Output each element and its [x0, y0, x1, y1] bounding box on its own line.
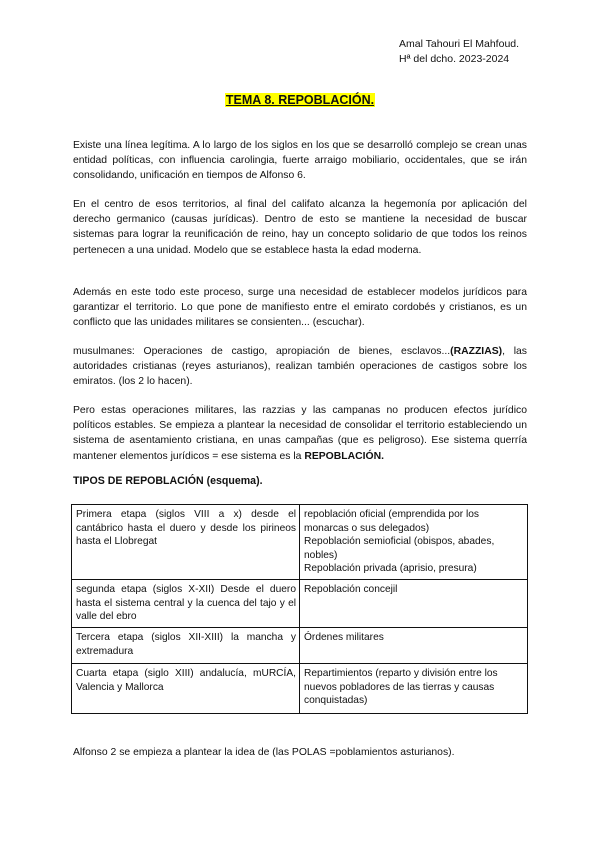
- table-cell-stage: segunda etapa (siglos X-XII) Desde el duero hasta el sistema central y la cuenca del tajo y el valle del ebro: [72, 579, 300, 627]
- paragraph-4: [73, 344, 527, 390]
- paragraph-4-part-c: , las autoridades cristianas (reyes asturianos), realizan también operaciones de castigos sobre los emiratos. (los 2 lo hacen).: [73, 346, 528, 388]
- table-cell-type: [300, 663, 528, 713]
- cell-line: Repartimientos (reparto y división entre los nuevos pobladores de las tierras y causas conquistadas): [304, 667, 498, 707]
- table-cell-type: [300, 579, 528, 627]
- author-name: Amal Tahouri El Mahfoud.: [399, 38, 520, 50]
- table-cell-type: [300, 627, 528, 663]
- paragraph-5-repoblacion: REPOBLACIÓN.: [304, 450, 384, 462]
- table-cell-stage: Cuarta etapa (siglo XIII) andalucía, mURCÍA, Valencia y Mallorca: [72, 663, 300, 713]
- document-title-wrapper: [0, 93, 600, 107]
- paragraph-1: Existe una línea legítima. A lo largo de los siglos en los que se desarrolló complejo se crean unas entidad políticas, con influencia carolingia, fuerte arraigo mobiliario, occidentales, que se irán consolidando, unificación en tiempos de Alfonso 6.: [73, 140, 527, 182]
- cell-line: repoblación oficial (emprendida por los monarcas o sus delegados): [304, 509, 479, 534]
- paragraph-4-part-a: musulmanes: Operaciones de castigo, apropiación de bienes, esclavos...: [73, 346, 451, 357]
- footer-note: Alfonso 2 se empieza a plantear la idea de (las POLAS =poblamientos asturianos).: [73, 747, 455, 758]
- cell-line: Repoblación privada (aprisio, presura): [304, 563, 477, 575]
- document-title: TEMA 8. REPOBLACIÓN.: [225, 93, 375, 107]
- table-cell-stage: Tercera etapa (siglos XII-XIII) la mancha y extremadura: [72, 627, 300, 663]
- table-row: [72, 663, 528, 713]
- paragraph-5-part-a: Pero estas operaciones militares, las razzias y las campanas no producen efectos jurídico políticos estables. Se empieza a plantear la necesidad de consolidar el territorio estableciendo un sistema de asentamiento cristiana, en unas campañas (que es peligroso). Ese sistema querría mantener elementos jurídicos = ese sistema es la: [73, 405, 527, 462]
- table-row: [72, 505, 528, 580]
- table-row: [72, 579, 528, 627]
- paragraph-5: [73, 403, 527, 464]
- author-block: [399, 37, 519, 67]
- cell-line: Órdenes militares: [304, 631, 384, 643]
- section-subheading: TIPOS DE REPOBLACIÓN (esquema).: [73, 475, 263, 487]
- cell-line: Repoblación semioficial (obispos, abades, nobles): [304, 536, 495, 561]
- paragraph-3: Además en este todo este proceso, surge una necesidad de establecer modelos jurídicos para garantizar el territorio. Lo que pone de manifiesto entre el emirato cordobés y cristianos, es un conflicto que las unidades militares se consienten... (escuchar).: [73, 287, 527, 329]
- table-cell-stage: Primera etapa (siglos VIII a x) desde el cantábrico hasta el duero y desde los pirineos hasta el Llobregat: [72, 505, 300, 580]
- table-body: [72, 505, 528, 714]
- paragraph-2: En el centro de esos territorios, al final del califato alcanza la hegemonía por aplicación del derecho germanico (causas jurídicas). Dentro de esto se mantiene la necesidad de buscar sistemas para lograr la reunificación de reino, hay un concepto solidario de que todos los reinos pertenecen a una unidad. Modelo que se establece hasta la edad moderna.: [73, 199, 527, 256]
- author-course: Hª del dcho. 2023-2024: [399, 53, 510, 65]
- table-cell-type: [300, 505, 528, 580]
- paragraph-4-razzias: (RAZZIAS): [450, 346, 503, 357]
- table-row: [72, 627, 528, 663]
- repoblacion-table: [71, 504, 528, 714]
- cell-line: Repoblación concejil: [304, 583, 398, 595]
